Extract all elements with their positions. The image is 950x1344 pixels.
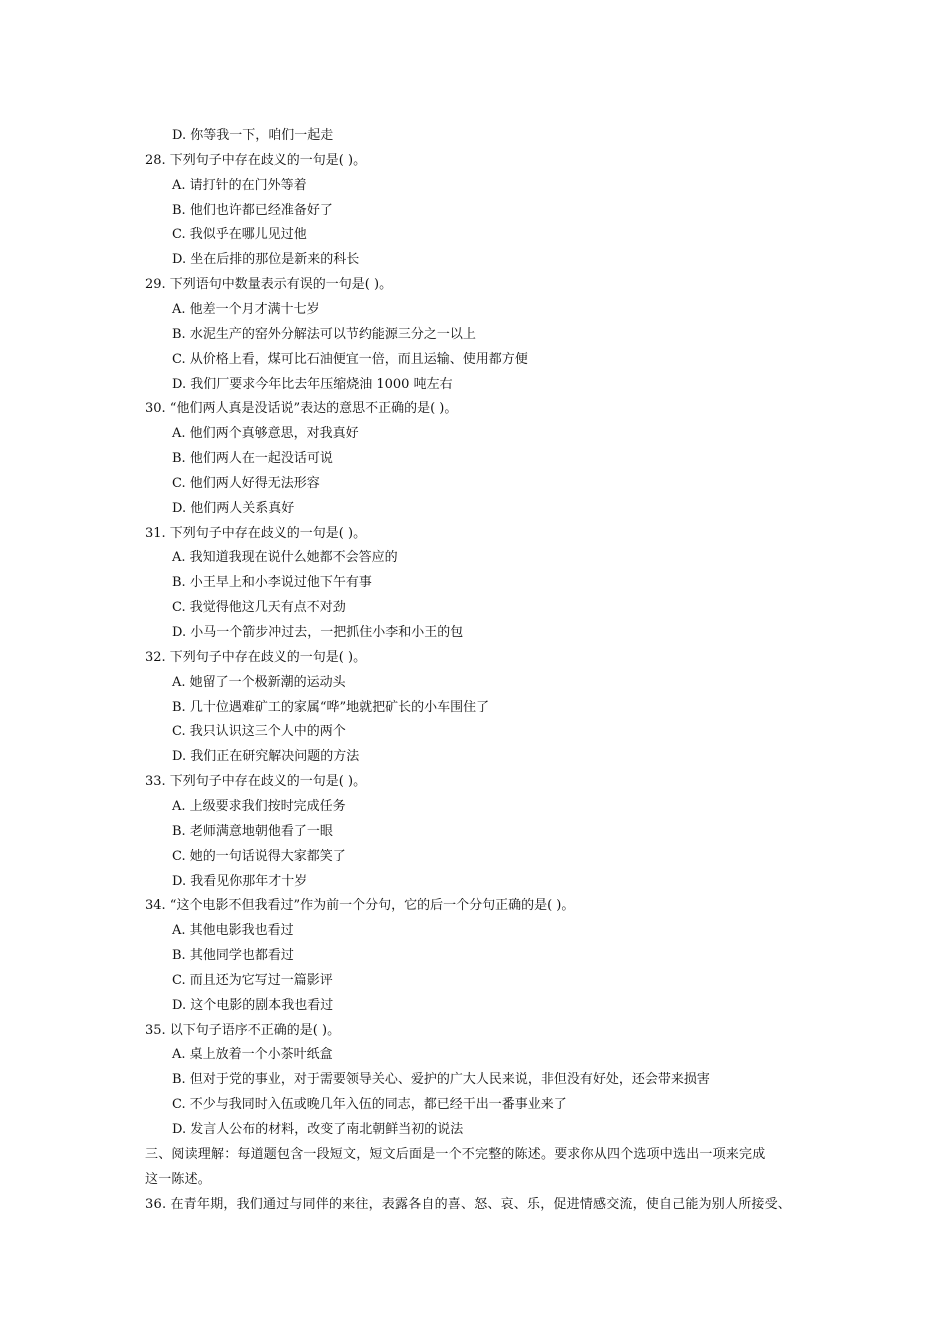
answer-option: D. 我们厂要求今年比去年压缩烧油 1000 吨左右 bbox=[172, 377, 453, 392]
question-stem: 28. 下列句子中存在歧义的一句是( )。 bbox=[145, 153, 367, 168]
answer-option: C. 他们两人好得无法形容 bbox=[172, 476, 320, 491]
answer-option: C. 从价格上看，煤可比石油便宜一倍，而且运输、使用都方便 bbox=[172, 352, 528, 367]
question-stem: 34. “这个电影不但我看过”作为前一个分句，它的后一个分句正确的是( )。 bbox=[145, 898, 575, 913]
answer-option: D. 你等我一下，咱们一起走 bbox=[172, 128, 334, 143]
answer-option: C. 而且还为它写过一篇影评 bbox=[172, 973, 333, 988]
answer-option: A. 她留了一个极新潮的运动头 bbox=[172, 675, 346, 690]
answer-option: B. 小王早上和小李说过他下午有事 bbox=[172, 575, 372, 590]
question-stem: 33. 下列句子中存在歧义的一句是( )。 bbox=[145, 774, 367, 789]
answer-option: C. 我只认识这三个人中的两个 bbox=[172, 724, 346, 739]
section-text: 这一陈述。 bbox=[145, 1172, 212, 1187]
answer-option: A. 请打针的在门外等着 bbox=[172, 178, 307, 193]
section-text: 三、阅读理解：每道题包含一段短文，短文后面是一个不完整的陈述。要求你从四个选项中选出一项来完成 bbox=[145, 1147, 766, 1162]
question-stem: 30. “他们两人真是没话说”表达的意思不正确的是( )。 bbox=[145, 401, 458, 416]
answer-option: B. 但对于党的事业，对于需要领导关心、爱护的广大人民来说，非但没有好处，还会带来损害 bbox=[172, 1072, 710, 1087]
question-stem: 35. 以下句子语序不正确的是( )。 bbox=[145, 1023, 341, 1038]
answer-option: C. 我似乎在哪儿见过他 bbox=[172, 227, 307, 242]
answer-option: D. 小马一个箭步冲过去，一把抓住小李和小王的包 bbox=[172, 625, 464, 640]
answer-option: B. 水泥生产的窑外分解法可以节约能源三分之一以上 bbox=[172, 327, 476, 342]
answer-option: C. 不少与我同时入伍或晚几年入伍的同志，都已经干出一番事业来了 bbox=[172, 1097, 567, 1112]
question-stem: 29. 下列语句中数量表示有误的一句是( )。 bbox=[145, 277, 393, 292]
answer-option: B. 他们也许都已经准备好了 bbox=[172, 203, 333, 218]
answer-option: D. 发言人公布的材料，改变了南北朝鲜当初的说法 bbox=[172, 1122, 464, 1137]
answer-option: B. 老师满意地朝他看了一眼 bbox=[172, 824, 333, 839]
answer-option: A. 其他电影我也看过 bbox=[172, 923, 294, 938]
answer-option: D. 我们正在研究解决问题的方法 bbox=[172, 749, 360, 764]
answer-option: B. 几十位遇难矿工的家属“哗”地就把矿长的小车围住了 bbox=[172, 700, 490, 715]
answer-option: C. 我觉得他这几天有点不对劲 bbox=[172, 600, 346, 615]
answer-option: B. 他们两人在一起没话可说 bbox=[172, 451, 333, 466]
answer-option: C. 她的一句话说得大家都笑了 bbox=[172, 849, 346, 864]
answer-option: A. 桌上放着一个小茶叶纸盒 bbox=[172, 1047, 333, 1062]
answer-option: D. 他们两人关系真好 bbox=[172, 501, 295, 516]
question-stem: 31. 下列句子中存在歧义的一句是( )。 bbox=[145, 526, 367, 541]
answer-option: A. 他们两个真够意思，对我真好 bbox=[172, 426, 359, 441]
answer-option: B. 其他同学也都看过 bbox=[172, 948, 294, 963]
answer-option: A. 上级要求我们按时完成任务 bbox=[172, 799, 346, 814]
question-stem: 32. 下列句子中存在歧义的一句是( )。 bbox=[145, 650, 367, 665]
answer-option: A. 他差一个月才满十七岁 bbox=[172, 302, 320, 317]
answer-option: D. 这个电影的剧本我也看过 bbox=[172, 998, 334, 1013]
answer-option: D. 我看见你那年才十岁 bbox=[172, 874, 308, 889]
answer-option: D. 坐在后排的那位是新来的科长 bbox=[172, 252, 360, 267]
answer-option: A. 我知道我现在说什么她都不会答应的 bbox=[172, 550, 398, 565]
section-text: 36. 在青年期，我们通过与同伴的来往，表露各自的喜、怒、哀、乐，促进情感交流，使自己能为别人所接受、 bbox=[145, 1197, 792, 1212]
